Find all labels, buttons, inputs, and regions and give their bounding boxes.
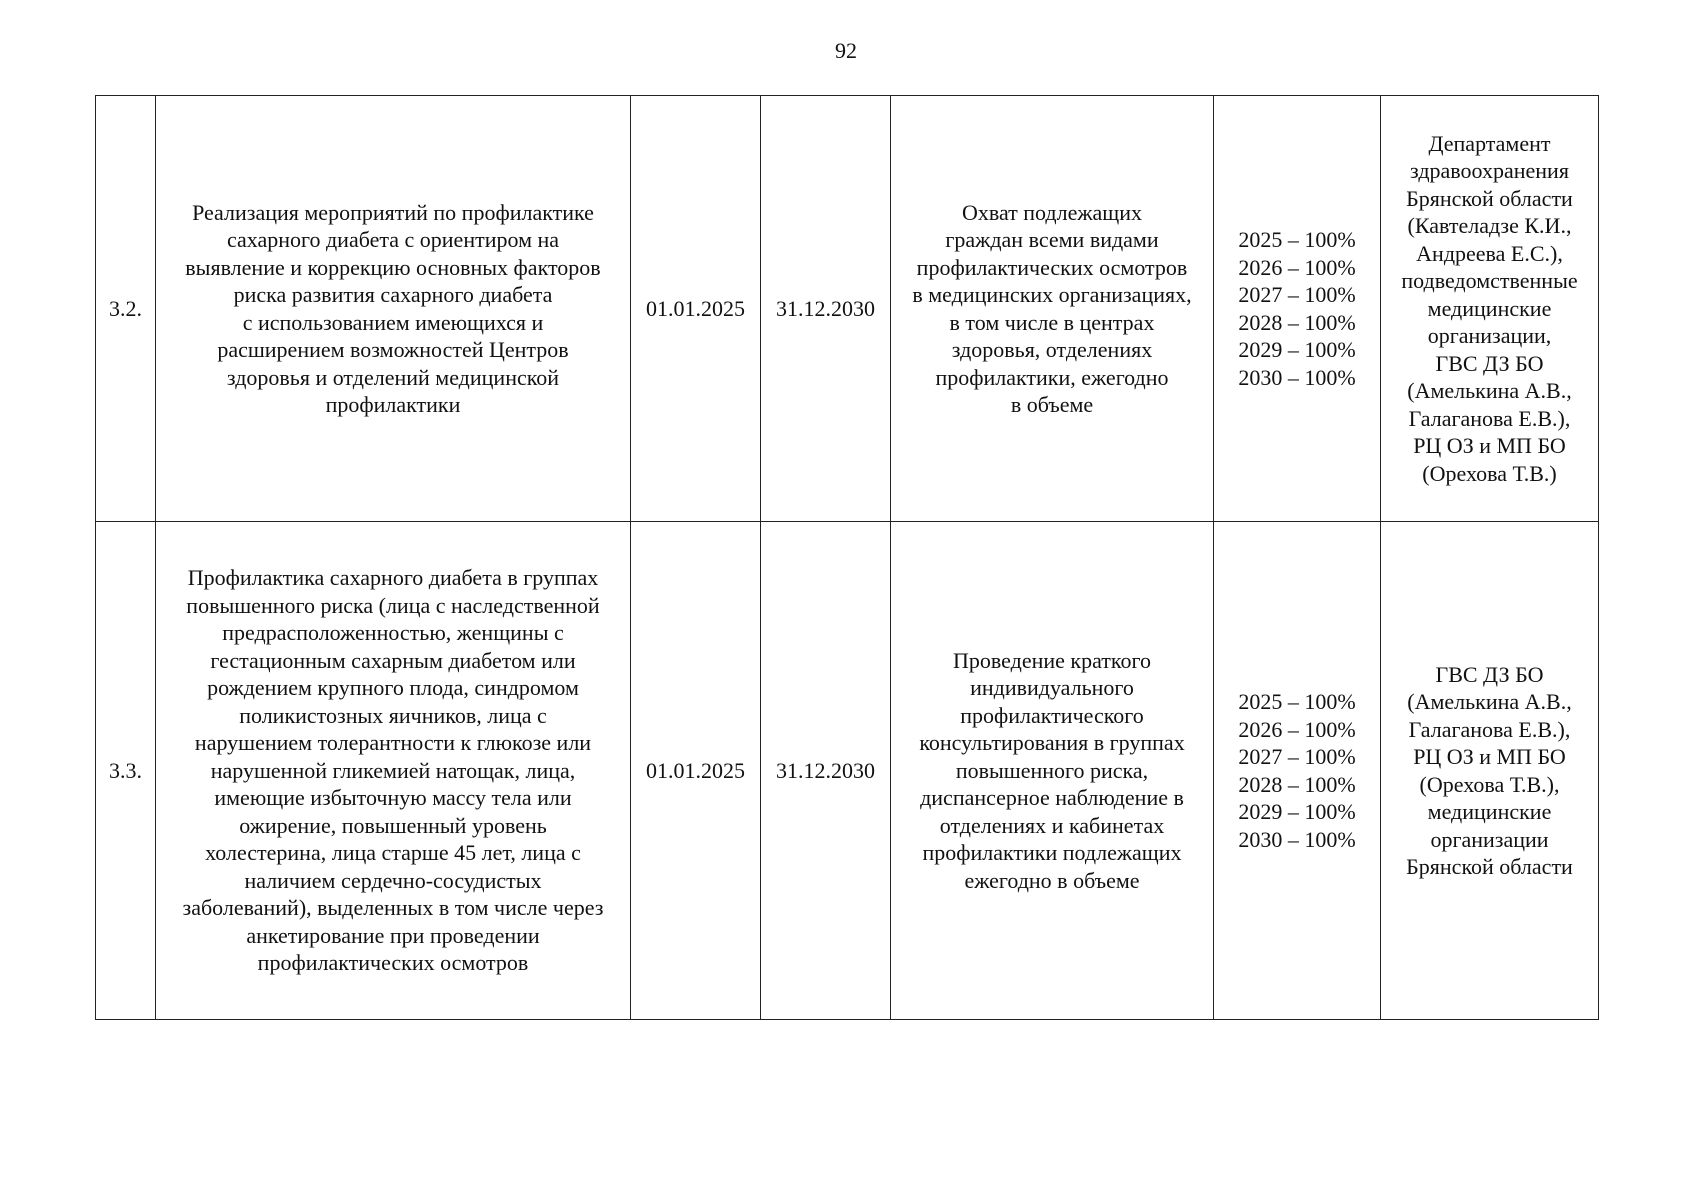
page-number: 92	[835, 38, 857, 63]
plan-table	[95, 95, 1599, 1020]
start-date: 01.01.2025	[631, 522, 761, 1020]
indicator-description: Охват подлежащих граждан всеми видами профилактических осмотров в медицинских организациях, в том числе в центрах здоровья, отделениях профилактики, ежегодно в объеме	[891, 96, 1214, 522]
row-number: 3.2.	[96, 96, 156, 522]
responsible-executors: ГВС ДЗ БО (Амелькина А.В., Галаганова Е.В.), РЦ ОЗ и МП БО (Орехова Т.В.), медицинские организации Брянской области	[1381, 522, 1599, 1020]
end-date: 31.12.2030	[761, 522, 891, 1020]
table-row	[96, 96, 1599, 522]
end-date: 31.12.2030	[761, 96, 891, 522]
responsible-executors: Департамент здравоохранения Брянской области (Кавтеладзе К.И., Андреева Е.С.), подведомственные медицинские организации, ГВС ДЗ БО (Амелькина А.В., Галаганова Е.В.), РЦ ОЗ и МП БО (Орехова Т.В.)	[1381, 96, 1599, 522]
activity-description: Профилактика сахарного диабета в группах повышенного риска (лица с наследственной предрасположенностью, женщины с гестационным сахарным диабетом или рождением крупного плода, синдромом поликистозных яичников, лица с нарушением толерантности к глюкозе или нарушенной гликемией натощак, лица, имеющие избыточную массу тела или ожирение, повышенный уровень холестерина, лица старше 45 лет, лица с наличием сердечно-сосудистых заболеваний), выделенных в том числе через анкетирование при проведении профилактических осмотров	[156, 522, 631, 1020]
row-number: 3.3.	[96, 522, 156, 1020]
target-values: 2025 – 100% 2026 – 100% 2027 – 100% 2028 – 100% 2029 – 100% 2030 – 100%	[1214, 96, 1381, 522]
indicator-description: Проведение краткого индивидуального профилактического консультирования в группах повышенного риска, диспансерное наблюдение в отделениях и кабинетах профилактики подлежащих ежегодно в объеме	[891, 522, 1214, 1020]
target-values: 2025 – 100% 2026 – 100% 2027 – 100% 2028 – 100% 2029 – 100% 2030 – 100%	[1214, 522, 1381, 1020]
table-row	[96, 522, 1599, 1020]
activity-description: Реализация мероприятий по профилактике сахарного диабета с ориентиром на выявление и коррекцию основных факторов риска развития сахарного диабета с использованием имеющихся и расширением возможностей Центров здоровья и отделений медицинской профилактики	[156, 96, 631, 522]
start-date: 01.01.2025	[631, 96, 761, 522]
